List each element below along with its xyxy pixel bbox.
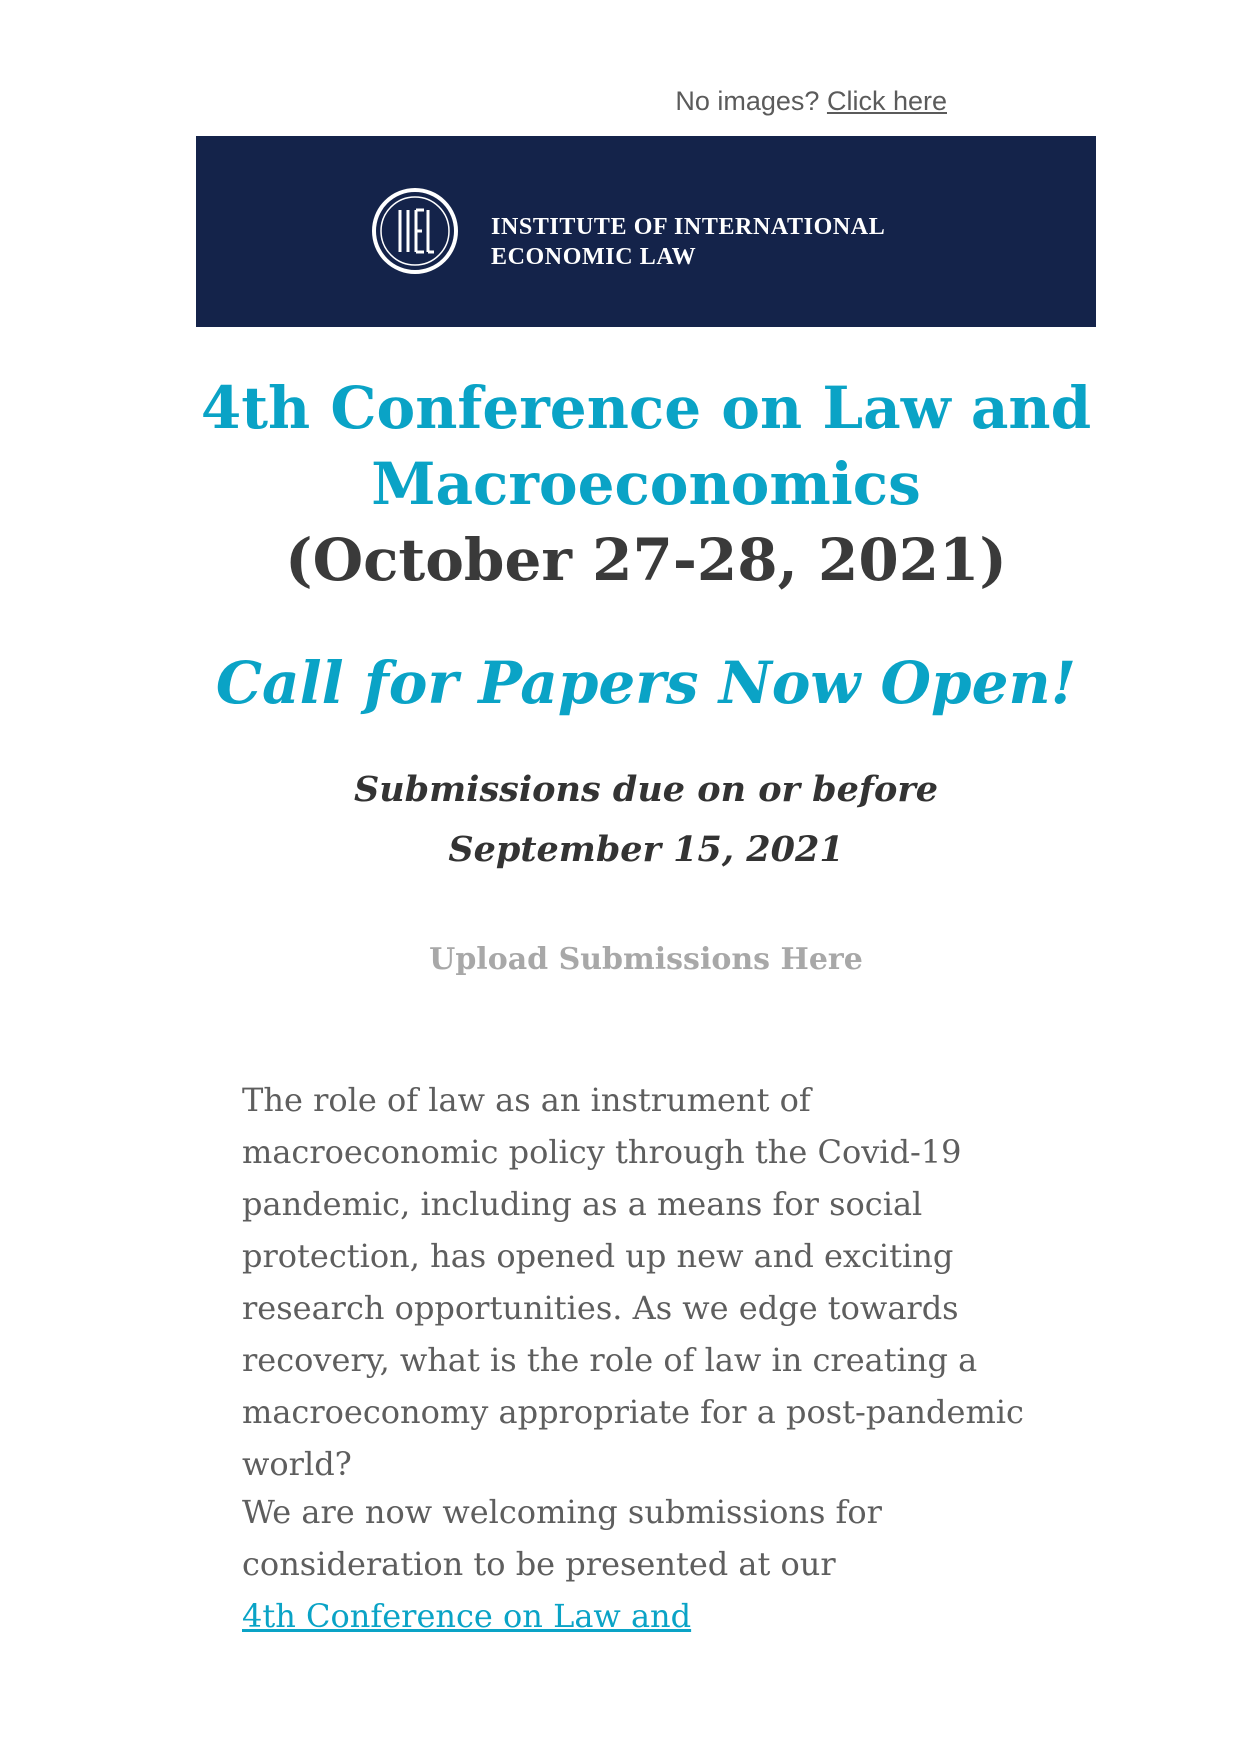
submission-deadline: Submissions due on or before September 15, 2021 [353, 769, 939, 870]
logo-line-1: INSTITUTE OF INTERNATIONAL [491, 214, 886, 240]
welcome-text: We are now welcoming submissions for consideration to be presented at our [242, 1493, 882, 1583]
welcome-paragraph [242, 1486, 942, 1642]
iiel-logo-icon [370, 186, 460, 276]
logo-line-2: ECONOMIC LAW [491, 244, 697, 270]
title-line-2: Macroeconomics [371, 450, 921, 518]
logo-wordmark [491, 212, 885, 272]
no-images-text: No images? [675, 86, 820, 116]
title-line-1: 4th Conference on Law and [200, 374, 1092, 442]
conference-link[interactable]: 4th Conference on Law and [242, 1597, 692, 1635]
call-for-papers-heading: Call for Papers Now Open! [215, 649, 1077, 717]
upload-submissions-link[interactable]: Upload Submissions Here [429, 942, 863, 977]
no-images-bar [675, 86, 947, 117]
conference-dates: (October 27-28, 2021) [285, 526, 1007, 594]
header-banner [196, 136, 1096, 327]
intro-paragraph: The role of law as an instrument of macroeconomic policy through the Covid-19 pandemic, including as a means for social protection, has opened up new and exciting research opportunities. As we edge towards recovery, what is the role of law in creating a macroeconomy appropriate for a post-pandemic world? [242, 1081, 1024, 1483]
click-here-link[interactable]: Click here [826, 86, 947, 116]
conference-title [196, 370, 1096, 598]
